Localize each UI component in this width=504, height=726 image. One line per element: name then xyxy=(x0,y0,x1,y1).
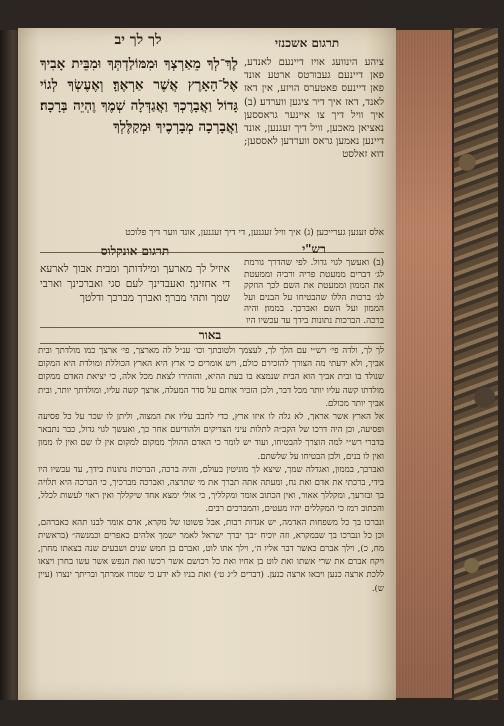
rashi-title: רש"י xyxy=(302,242,326,256)
rashi-text-block: (ב) ואעשך לגוי גדול. לפי שהדרך גורמת לג׳ דברים ממעטת פריה ורביה וממעטת את הממון וממעטת את השם לכך הוזקק לג׳ ברכות הללו שהבטיחו על הבנים ועל הממון ועל השם׃ ואברכך. בממון׃ והיה ברכה. הברכות נתונות בידך עד עכשיו היו xyxy=(244,258,384,326)
biur-paragraph: לך לך, ולדה פי׳ רש״י עם הלך לך, לעצמך ולטובתך וכו׳ ענ״ל לה מארצך, פי׳ ארצך כמו מולדתך ובית אביך, ולא ידעתי מה הצורך להזכירם כולם, ויש אומרים כי ארץ היא הארץ הכוללת ומולדת היא המקום שנולד בו ובית אביך הוא הבית שנמצא בו בעת ההיא, והזהירו לצאת מכל אלה, כי יציאת האדם ממקום מולדתו קשה עליו יותר מכל דבר, ולכן הזכיר אותם על סדר המעלה, ארצך קשה עליו, ומולדתך יותר, ובית אביך יותר מכולם. xyxy=(38,346,384,409)
targum-ashkenazi-block: ציהע הינוועג אויז דיינעם לאנדע, פאן דיינעם געבורטס ארטע אונד פאן דיינעס פאטערס הויזע, אין דאז לאנד, דאז איך דיר ציגען ווערדע׃ (ב) איך וויל דיך צו איינער גראססען נאציאן מאכען, וויל דיך זעגנען, אונד דיינען נאמען גראס ווערדען לאססען; דוא זאלסט xyxy=(244,57,384,161)
onkelos-text-block: איזיל לך מארעך ומילדותך ומבית אבוך לארעא די אחזינך׃ ואעבדינך לעם סגי ואברכינך וארבי שמך ותהי מברך׃ ואברך מברכך ודלטך xyxy=(40,263,230,304)
biur-paragraph: אל הארץ אשר אראך, לא גלה לו איזו ארץ, כדי לחבב עליו את המצוה, וליתן לו שכר על כל פסיעה ופסיעה, וכן היה דרכו של הקב״ה לתלות עיני הצדיקים ולהודיעם אחר כך, ואעשך לגוי גדול, כבר נתבאר בדברי רש״י למה הוצרך להבטיחו, ועוד יש לומר כי האדם ההולך ממקום למקום אין לו שם ואין לו ממון ואין לו בנים, ולכן הבטיחו על שלשתם. xyxy=(38,412,384,462)
biur-paragraph: ונברכו בך כל משפחות האדמה, יש אגדות רבות, אבל פשוטו של מקרא, אדם אומר לבנו תהא כאברהם, וכן כל ונברכו בך שבמקרא, וזה יוכיח ״בך יברך ישראל לאמר ישמך אלהים כאפרים וכמנשה״ (בראשית מח, כ), וילך אברם כאשר דבר אליו ה׳, וילך אתו לוט, ואברם בן חמש שנים ושבעים שנה בצאתו מחרן, ויקח אברם את שרי אשתו ואת לוט בן אחיו ואת כל רכושם אשר רכשו ואת הנפש אשר עשו בחרן ויצאו ללכת ארצה כנען ויבאו ארצה כנען. (דברים ל״ג ט׳) ואת בניו לא ידע כי שמרו אמרתך ובריתך ינצרו (עיין ש). xyxy=(38,517,384,594)
running-head-left: לך לך יב xyxy=(114,32,162,48)
biur-title: באור xyxy=(198,328,222,342)
biur-paragraph: ואברכך, בממון, ואגדלה שמך, שיצא לך מוניטין בעולם, והיה ברכה, הברכות נתונות בידך, עד עכשיו היו בידי, ברכתי את אדם ואת נח, ומעתה אתה תברך את מי שתרצה, ואברכה מברכיך, כי הברכה היא תלויה בך ובזרעך, ומקללך אאור, ואין הכתוב אומר ומקלליך, כי אולי ימצא אחד שיקללך ואין ראוי לעשות לכלל, והכתוב רמז כי המקללים יהיו מעטים, והמברכים רבים. xyxy=(38,464,384,515)
biur-commentary-block xyxy=(38,345,384,690)
page-fore-edge xyxy=(392,30,454,698)
marbled-board xyxy=(452,28,498,700)
running-head-right: תרגום אשכנזי xyxy=(274,36,340,50)
divider-biur xyxy=(40,343,384,344)
torah-text-block: לֶךְ־לְךָ מֵאַרְצְךָ וּמִמּוֹלַדְתְּךָ וּמִבֵּית אָבִיךָ אֶל־הָאָרֶץ אֲשֶׁר אַרְאֶךָּ׃ וְאֶעֶשְׂךָ לְגוֹי גָּדוֹל וַאֲבָרֶכְךָ וַאֲגַדְּלָה שְׁמֶךָ וֶהְיֵה בְּרָכָה׃ וַאֲבָרְכָה מְבָרְכֶיךָ וּמְקַלֶּלְךָ xyxy=(40,56,238,135)
targum-continuation-line: אלס זעגען גערייכען׃ (ג) איך וויל זעגנען, די דיך זעגנען, אונד ווער דיך פלוכט xyxy=(125,228,384,238)
onkelos-title: תרגום אונקלוס xyxy=(100,244,170,258)
